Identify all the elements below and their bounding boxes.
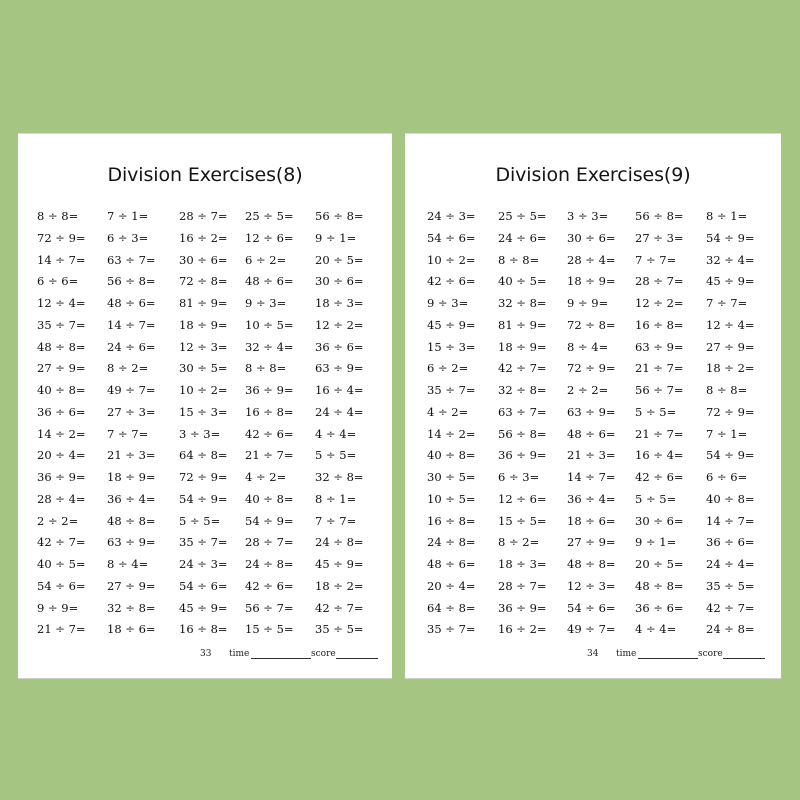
exercise-problem: 30 ÷ 6= (179, 252, 228, 267)
exercise-problem: 12 ÷ 2= (315, 317, 364, 332)
exercise-problem: 24 ÷ 8= (706, 622, 755, 637)
exercise-problem: 30 ÷ 5= (179, 361, 228, 376)
exercise-problem: 21 ÷ 7= (37, 622, 86, 637)
score-answer-line (336, 658, 378, 659)
exercise-problem: 32 ÷ 8= (107, 600, 156, 615)
exercise-problem: 32 ÷ 4= (706, 252, 755, 267)
exercise-problem: 8 ÷ 8= (498, 252, 540, 267)
exercise-problem: 9 ÷ 3= (245, 296, 287, 310)
exercise-problem: 30 ÷ 6= (635, 513, 684, 528)
time-answer-line (251, 658, 311, 659)
time-label: time (616, 649, 637, 659)
exercise-problem: 9 ÷ 3= (427, 296, 469, 310)
worksheet-page-33 (18, 133, 392, 679)
exercise-problem: 24 ÷ 6= (498, 230, 547, 245)
exercise-problem: 63 ÷ 9= (567, 404, 616, 419)
exercise-problem: 24 ÷ 3= (179, 557, 228, 571)
exercise-problem: 7 ÷ 7= (635, 252, 677, 267)
exercise-problem: 63 ÷ 7= (498, 404, 547, 419)
exercise-problem: 15 ÷ 3= (427, 339, 476, 354)
exercise-problem: 72 ÷ 9= (179, 470, 228, 484)
exercise-problem: 42 ÷ 6= (245, 578, 294, 593)
exercise-problem: 54 ÷ 6= (179, 578, 228, 593)
exercise-problem: 36 ÷ 9= (498, 448, 547, 463)
exercise-problem: 16 ÷ 8= (427, 513, 476, 528)
exercise-problem: 56 ÷ 8= (315, 209, 364, 223)
exercise-problem: 10 ÷ 5= (245, 317, 294, 332)
exercise-problem: 30 ÷ 5= (427, 470, 476, 484)
exercise-problem: 72 ÷ 9= (706, 404, 755, 419)
exercise-problem: 20 ÷ 4= (37, 448, 86, 463)
exercise-problem: 42 ÷ 7= (706, 600, 755, 615)
score-answer-line (723, 658, 765, 659)
exercise-problem: 14 ÷ 7= (706, 513, 755, 528)
exercise-problem: 18 ÷ 6= (567, 513, 616, 528)
exercise-problem: 9 ÷ 9= (37, 600, 79, 615)
exercise-problem: 12 ÷ 6= (498, 491, 547, 506)
exercise-problem: 63 ÷ 9= (315, 361, 364, 376)
page-title: Division Exercises(8) (107, 164, 303, 186)
exercise-problem: 45 ÷ 9= (706, 274, 755, 289)
exercise-problem: 21 ÷ 7= (635, 361, 684, 376)
exercise-problem: 32 ÷ 8= (315, 470, 364, 484)
exercise-problem: 40 ÷ 5= (498, 274, 547, 289)
exercise-problem: 63 ÷ 7= (107, 252, 156, 267)
exercise-problem: 27 ÷ 3= (107, 404, 156, 419)
exercise-problem: 42 ÷ 7= (315, 600, 364, 615)
exercise-problem: 27 ÷ 9= (706, 339, 755, 354)
exercise-problem: 54 ÷ 6= (567, 600, 616, 615)
exercise-problem: 7 ÷ 7= (107, 426, 149, 441)
exercise-problem: 8 ÷ 1= (315, 491, 357, 506)
exercise-problem: 9 ÷ 9= (567, 296, 609, 310)
exercise-problem: 81 ÷ 9= (498, 317, 547, 332)
exercise-problem: 42 ÷ 6= (427, 274, 476, 289)
exercise-problem: 5 ÷ 5= (635, 404, 677, 419)
exercise-problem: 5 ÷ 5= (315, 448, 357, 463)
exercise-problem: 28 ÷ 7= (179, 209, 228, 223)
exercise-problem: 12 ÷ 4= (37, 296, 86, 310)
exercise-problem: 54 ÷ 9= (245, 513, 294, 528)
exercise-problem: 21 ÷ 3= (567, 448, 616, 463)
exercise-problem: 42 ÷ 6= (245, 426, 294, 441)
exercise-problem: 5 ÷ 5= (635, 491, 677, 506)
exercise-problem: 25 ÷ 5= (245, 209, 294, 223)
exercise-problem: 49 ÷ 7= (107, 383, 156, 397)
exercise-problem: 64 ÷ 8= (179, 448, 228, 463)
time-label: time (229, 649, 250, 659)
exercise-problem: 40 ÷ 8= (706, 491, 755, 506)
exercise-problem: 14 ÷ 7= (567, 470, 616, 484)
exercise-problem: 8 ÷ 1= (706, 209, 748, 223)
exercise-problem: 18 ÷ 9= (567, 274, 616, 289)
exercise-problem: 6 ÷ 6= (706, 470, 748, 484)
exercise-problem: 10 ÷ 2= (427, 252, 476, 267)
exercise-problem: 27 ÷ 9= (567, 535, 616, 550)
exercise-problem: 35 ÷ 5= (706, 578, 755, 593)
exercise-grid (37, 206, 375, 641)
exercise-problem: 18 ÷ 3= (498, 557, 547, 571)
exercise-problem: 72 ÷ 8= (179, 274, 228, 289)
exercise-problem: 21 ÷ 7= (635, 426, 684, 441)
exercise-problem: 36 ÷ 9= (37, 470, 86, 484)
exercise-problem: 32 ÷ 8= (498, 383, 547, 397)
exercise-problem: 14 ÷ 2= (37, 426, 86, 441)
exercise-problem: 40 ÷ 8= (37, 383, 86, 397)
exercise-problem: 48 ÷ 6= (107, 296, 156, 310)
exercise-problem: 24 ÷ 4= (315, 404, 364, 419)
exercise-problem: 10 ÷ 2= (179, 383, 228, 397)
exercise-problem: 24 ÷ 8= (427, 535, 476, 550)
exercise-problem: 72 ÷ 9= (37, 230, 86, 245)
exercise-problem: 24 ÷ 8= (315, 535, 364, 550)
exercise-problem: 18 ÷ 9= (498, 339, 547, 354)
page-footer (18, 649, 392, 663)
exercise-problem: 48 ÷ 8= (635, 578, 684, 593)
exercise-problem: 8 ÷ 2= (107, 361, 149, 376)
exercise-problem: 14 ÷ 7= (37, 252, 86, 267)
exercise-problem: 36 ÷ 6= (37, 404, 86, 419)
exercise-problem: 3 ÷ 3= (179, 426, 221, 441)
exercise-problem: 54 ÷ 6= (427, 230, 476, 245)
exercise-problem: 45 ÷ 9= (315, 557, 364, 571)
exercise-problem: 35 ÷ 7= (427, 383, 476, 397)
exercise-problem: 48 ÷ 8= (37, 339, 86, 354)
exercise-problem: 35 ÷ 7= (427, 622, 476, 637)
exercise-problem: 32 ÷ 4= (245, 339, 294, 354)
exercise-problem: 48 ÷ 6= (567, 426, 616, 441)
exercise-problem: 8 ÷ 2= (498, 535, 540, 550)
page-number: 34 (587, 649, 599, 659)
exercise-problem: 56 ÷ 7= (635, 383, 684, 397)
exercise-problem: 20 ÷ 5= (635, 557, 684, 571)
exercise-problem: 14 ÷ 2= (427, 426, 476, 441)
exercise-problem: 12 ÷ 4= (706, 317, 755, 332)
exercise-problem: 12 ÷ 2= (635, 296, 684, 310)
exercise-problem: 6 ÷ 3= (498, 470, 540, 484)
exercise-problem: 9 ÷ 1= (315, 230, 357, 245)
exercise-problem: 16 ÷ 4= (315, 383, 364, 397)
exercise-problem: 54 ÷ 6= (37, 578, 86, 593)
exercise-problem: 49 ÷ 7= (567, 622, 616, 637)
exercise-problem: 4 ÷ 4= (635, 622, 677, 637)
exercise-problem: 16 ÷ 8= (179, 622, 228, 637)
exercise-problem: 27 ÷ 9= (107, 578, 156, 593)
exercise-problem: 56 ÷ 8= (635, 209, 684, 223)
exercise-problem: 48 ÷ 6= (245, 274, 294, 289)
exercise-problem: 6 ÷ 6= (37, 274, 79, 289)
exercise-problem: 27 ÷ 3= (635, 230, 684, 245)
exercise-problem: 14 ÷ 7= (107, 317, 156, 332)
exercise-problem: 18 ÷ 9= (179, 317, 228, 332)
exercise-problem: 10 ÷ 5= (427, 491, 476, 506)
exercise-problem: 12 ÷ 6= (245, 230, 294, 245)
exercise-problem: 56 ÷ 8= (498, 426, 547, 441)
exercise-problem: 8 ÷ 4= (567, 339, 609, 354)
exercise-problem: 2 ÷ 2= (567, 383, 609, 397)
exercise-problem: 16 ÷ 2= (498, 622, 547, 637)
exercise-problem: 36 ÷ 4= (567, 491, 616, 506)
exercise-problem: 16 ÷ 8= (635, 317, 684, 332)
exercise-problem: 8 ÷ 8= (245, 361, 287, 376)
exercise-problem: 28 ÷ 4= (567, 252, 616, 267)
exercise-problem: 56 ÷ 7= (245, 600, 294, 615)
time-answer-line (638, 658, 698, 659)
exercise-problem: 6 ÷ 2= (427, 361, 469, 376)
score-label: score (698, 649, 723, 659)
exercise-problem: 8 ÷ 8= (37, 209, 79, 223)
exercise-problem: 6 ÷ 2= (245, 252, 287, 267)
exercise-problem: 20 ÷ 5= (315, 252, 364, 267)
exercise-problem: 12 ÷ 3= (179, 339, 228, 354)
page-title: Division Exercises(9) (495, 164, 691, 186)
exercise-problem: 28 ÷ 7= (635, 274, 684, 289)
exercise-problem: 40 ÷ 8= (427, 448, 476, 463)
exercise-problem: 28 ÷ 7= (245, 535, 294, 550)
exercise-problem: 16 ÷ 8= (245, 404, 294, 419)
exercise-problem: 18 ÷ 3= (315, 296, 364, 310)
exercise-problem: 4 ÷ 2= (245, 470, 287, 484)
exercise-problem: 9 ÷ 1= (635, 535, 677, 550)
exercise-problem: 36 ÷ 6= (706, 535, 755, 550)
exercise-problem: 54 ÷ 9= (706, 230, 755, 245)
exercise-problem: 24 ÷ 8= (245, 557, 294, 571)
exercise-problem: 7 ÷ 1= (107, 209, 149, 223)
exercise-problem: 36 ÷ 9= (245, 383, 294, 397)
exercise-problem: 16 ÷ 4= (635, 448, 684, 463)
exercise-problem: 35 ÷ 7= (37, 317, 86, 332)
exercise-problem: 63 ÷ 9= (107, 535, 156, 550)
exercise-problem: 32 ÷ 8= (498, 296, 547, 310)
exercise-problem: 42 ÷ 7= (498, 361, 547, 376)
exercise-problem: 4 ÷ 4= (315, 426, 357, 441)
exercise-problem: 40 ÷ 5= (37, 557, 86, 571)
exercise-problem: 27 ÷ 9= (37, 361, 86, 376)
exercise-problem: 20 ÷ 4= (427, 578, 476, 593)
exercise-problem: 36 ÷ 9= (498, 600, 547, 615)
exercise-problem: 21 ÷ 3= (107, 448, 156, 463)
exercise-problem: 72 ÷ 8= (567, 317, 616, 332)
exercise-problem: 48 ÷ 6= (427, 557, 476, 571)
exercise-problem: 7 ÷ 1= (706, 426, 748, 441)
exercise-problem: 54 ÷ 9= (179, 491, 228, 506)
exercise-problem: 3 ÷ 3= (567, 209, 609, 223)
exercise-problem: 35 ÷ 5= (315, 622, 364, 637)
exercise-problem: 24 ÷ 6= (107, 339, 156, 354)
exercise-problem: 35 ÷ 7= (179, 535, 228, 550)
exercise-problem: 7 ÷ 7= (315, 513, 357, 528)
exercise-problem: 16 ÷ 2= (179, 230, 228, 245)
exercise-problem: 36 ÷ 6= (315, 339, 364, 354)
exercise-problem: 45 ÷ 9= (179, 600, 228, 615)
exercise-problem: 24 ÷ 4= (706, 557, 755, 571)
exercise-problem: 42 ÷ 7= (37, 535, 86, 550)
exercise-problem: 42 ÷ 6= (635, 470, 684, 484)
exercise-problem: 30 ÷ 6= (315, 274, 364, 289)
exercise-grid (427, 206, 766, 641)
exercise-problem: 15 ÷ 5= (498, 513, 547, 528)
exercise-problem: 36 ÷ 6= (635, 600, 684, 615)
exercise-problem: 40 ÷ 8= (245, 491, 294, 506)
page-number: 33 (200, 649, 212, 659)
exercise-problem: 21 ÷ 7= (245, 448, 294, 463)
exercise-problem: 8 ÷ 8= (706, 383, 748, 397)
exercise-problem: 4 ÷ 2= (427, 404, 469, 419)
exercise-problem: 5 ÷ 5= (179, 513, 221, 528)
exercise-problem: 24 ÷ 3= (427, 209, 476, 223)
exercise-problem: 45 ÷ 9= (427, 317, 476, 332)
exercise-problem: 15 ÷ 3= (179, 404, 228, 419)
exercise-problem: 63 ÷ 9= (635, 339, 684, 354)
exercise-problem: 18 ÷ 9= (107, 470, 156, 484)
exercise-problem: 12 ÷ 3= (567, 578, 616, 593)
exercise-problem: 36 ÷ 4= (107, 491, 156, 506)
exercise-problem: 18 ÷ 6= (107, 622, 156, 637)
exercise-problem: 81 ÷ 9= (179, 296, 228, 310)
exercise-problem: 48 ÷ 8= (567, 557, 616, 571)
exercise-problem: 7 ÷ 7= (706, 296, 748, 310)
exercise-problem: 54 ÷ 9= (706, 448, 755, 463)
exercise-problem: 18 ÷ 2= (315, 578, 364, 593)
exercise-problem: 48 ÷ 8= (107, 513, 156, 528)
exercise-problem: 15 ÷ 5= (245, 622, 294, 637)
score-label: score (311, 649, 336, 659)
page-footer (405, 649, 781, 663)
worksheet-page-34 (405, 133, 781, 679)
exercise-problem: 64 ÷ 8= (427, 600, 476, 615)
exercise-problem: 28 ÷ 4= (37, 491, 86, 506)
exercise-problem: 25 ÷ 5= (498, 209, 547, 223)
exercise-problem: 6 ÷ 3= (107, 230, 149, 245)
exercise-problem: 2 ÷ 2= (37, 513, 79, 528)
exercise-problem: 72 ÷ 9= (567, 361, 616, 376)
exercise-problem: 8 ÷ 4= (107, 557, 149, 571)
exercise-problem: 28 ÷ 7= (498, 578, 547, 593)
exercise-problem: 30 ÷ 6= (567, 230, 616, 245)
exercise-problem: 56 ÷ 8= (107, 274, 156, 289)
exercise-problem: 18 ÷ 2= (706, 361, 755, 376)
